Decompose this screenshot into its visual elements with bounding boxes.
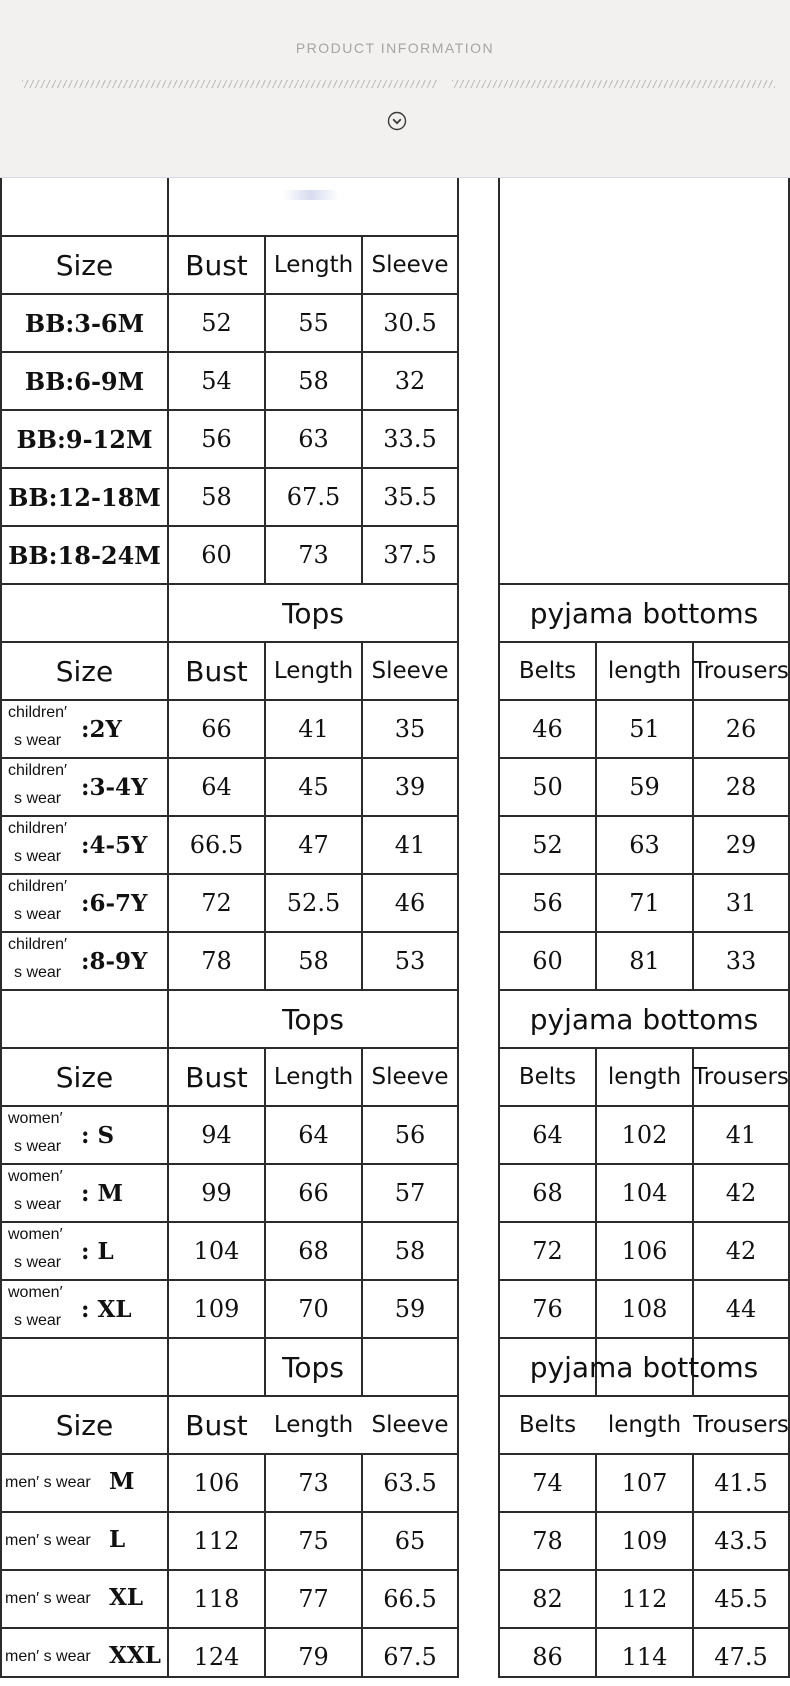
tops-title: Tops <box>282 1350 344 1384</box>
length-value: 70 <box>298 1295 329 1323</box>
trousers-value: 41 <box>725 1121 757 1149</box>
length-value: 58 <box>298 947 329 975</box>
sleeve-value: 58 <box>394 1237 426 1265</box>
size-label <box>1 932 168 990</box>
size-prefix: women′ <box>8 1226 63 1243</box>
sleeve-value: 59 <box>394 1295 426 1323</box>
size-prefix: s wear <box>14 790 62 807</box>
size-label <box>1 1512 168 1570</box>
size-prefix: children′ <box>8 762 68 779</box>
size-prefix: women′ <box>8 1284 63 1301</box>
size-prefix: children′ <box>8 820 68 837</box>
belts-value: 86 <box>532 1643 563 1671</box>
length-value: 64 <box>298 1121 329 1149</box>
belts-value: 78 <box>532 1527 563 1555</box>
divider-hatch-left <box>22 80 437 88</box>
trousers-value: 44 <box>725 1295 757 1323</box>
size-prefix: men′ s wear <box>5 1532 91 1549</box>
length-value: 68 <box>298 1237 329 1265</box>
trousers-value: 33 <box>725 947 757 975</box>
size-code: M <box>109 1468 135 1495</box>
sleeve-value: 41 <box>394 831 426 859</box>
sleeve-value: 65 <box>394 1527 426 1555</box>
size-prefix: men′ s wear <box>5 1648 91 1665</box>
size-code: : L <box>81 1238 114 1265</box>
bottom-length-value: 112 <box>621 1585 668 1613</box>
size-code: :3-4Y <box>81 774 148 801</box>
belts-value: 60 <box>532 947 563 975</box>
column-header: Length <box>273 1412 354 1438</box>
sleeve-value: 35 <box>394 715 426 743</box>
size-label: BB:12-18M <box>8 482 161 512</box>
column-header: Length <box>273 658 354 684</box>
product-info-header <box>0 0 790 178</box>
bust-value: 94 <box>201 1121 232 1149</box>
trousers-value: 31 <box>725 889 757 917</box>
column-header: Size <box>55 248 114 282</box>
size-prefix: women′ <box>8 1168 63 1185</box>
size-prefix: s wear <box>14 906 62 923</box>
size-label <box>1 874 168 932</box>
belts-value: 76 <box>532 1295 563 1323</box>
size-prefix: s wear <box>14 1254 62 1271</box>
sleeve-value: 46 <box>394 889 426 917</box>
trousers-value: 42 <box>725 1179 757 1207</box>
sleeve-value: 53 <box>394 947 426 975</box>
bottom-length-value: 114 <box>621 1643 668 1671</box>
belts-value: 52 <box>532 831 563 859</box>
bust-value: 72 <box>201 889 232 917</box>
length-value: 41 <box>298 715 329 743</box>
column-header: length <box>607 658 682 684</box>
size-chart <box>0 178 790 1678</box>
sleeve-value: 32 <box>394 367 426 395</box>
sleeve-value: 35.5 <box>383 483 437 511</box>
bottom-length-value: 107 <box>621 1469 668 1497</box>
size-prefix: women′ <box>8 1110 63 1127</box>
column-header: Bust <box>185 1408 248 1442</box>
bottoms-title: pyjama bottoms <box>529 1350 759 1384</box>
size-label <box>1 1222 168 1280</box>
bust-value: 118 <box>193 1585 240 1613</box>
bottom-length-value: 108 <box>621 1295 668 1323</box>
sleeve-value: 39 <box>394 773 426 801</box>
bust-value: 54 <box>201 367 232 395</box>
bottom-length-value: 59 <box>629 773 660 801</box>
size-code: L <box>109 1526 126 1553</box>
column-header: Length <box>273 252 354 278</box>
belts-value: 72 <box>532 1237 563 1265</box>
sleeve-value: 33.5 <box>383 425 437 453</box>
length-value: 63 <box>298 425 329 453</box>
column-header: Length <box>273 1064 354 1090</box>
bust-value: 124 <box>193 1643 240 1671</box>
length-value: 79 <box>298 1643 329 1671</box>
bottom-length-value: 102 <box>621 1121 668 1149</box>
column-header: length <box>607 1064 682 1090</box>
tops-title: Tops <box>282 596 344 630</box>
bottom-length-value: 51 <box>629 715 660 743</box>
length-value: 58 <box>298 367 329 395</box>
size-label <box>1 1106 168 1164</box>
size-prefix: s wear <box>14 1312 62 1329</box>
length-value: 73 <box>298 1469 329 1497</box>
column-header: Belts <box>518 1064 577 1090</box>
bust-value: 66.5 <box>189 831 244 859</box>
trousers-value: 45.5 <box>714 1585 768 1613</box>
size-code: : XL <box>81 1296 132 1323</box>
size-label <box>1 1628 168 1686</box>
trousers-value: 41.5 <box>714 1469 768 1497</box>
size-label <box>1 700 168 758</box>
column-header: Bust <box>185 654 248 688</box>
size-label: BB:18-24M <box>8 540 161 570</box>
bust-value: 56 <box>201 425 232 453</box>
length-value: 52.5 <box>286 889 341 917</box>
size-prefix: s wear <box>14 1138 62 1155</box>
size-label <box>1 1280 168 1338</box>
sleeve-value: 66.5 <box>383 1585 437 1613</box>
bust-value: 99 <box>201 1179 232 1207</box>
size-prefix: s wear <box>14 732 62 749</box>
bottom-length-value: 109 <box>621 1527 668 1555</box>
divider-hatch-right <box>452 80 775 88</box>
bust-value: 78 <box>201 947 232 975</box>
bottoms-title: pyjama bottoms <box>529 596 759 630</box>
size-label: BB:3-6M <box>24 308 145 338</box>
trousers-value: 29 <box>725 831 757 859</box>
chevron-down-icon[interactable] <box>387 111 407 131</box>
size-code: XL <box>109 1584 144 1611</box>
sleeve-value: 67.5 <box>383 1643 437 1671</box>
length-value: 75 <box>298 1527 329 1555</box>
column-header: Bust <box>185 248 248 282</box>
size-label <box>1 1570 168 1628</box>
bust-value: 106 <box>193 1469 240 1497</box>
size-prefix: children′ <box>8 704 68 721</box>
size-code: :4-5Y <box>81 832 148 859</box>
bust-value: 64 <box>201 773 232 801</box>
sleeve-value: 37.5 <box>383 541 437 569</box>
column-header: Belts <box>518 1412 577 1438</box>
column-header: Sleeve <box>371 658 449 684</box>
tops-title: Tops <box>282 1002 344 1036</box>
bottom-length-value: 71 <box>629 889 660 917</box>
section-title: PRODUCT INFORMATION <box>295 40 495 56</box>
column-header: Sleeve <box>371 252 449 278</box>
column-header: length <box>607 1412 682 1438</box>
sleeve-value: 63.5 <box>383 1469 437 1497</box>
sleeve-value: 56 <box>394 1121 426 1149</box>
column-header: Belts <box>518 658 577 684</box>
bust-value: 60 <box>201 541 232 569</box>
size-code: : M <box>81 1180 123 1207</box>
trousers-value: 42 <box>725 1237 757 1265</box>
trousers-value: 43.5 <box>714 1527 768 1555</box>
size-code: :8-9Y <box>81 948 148 975</box>
column-header: Sleeve <box>371 1412 449 1438</box>
column-header: Trousers <box>693 1064 789 1090</box>
size-code: :6-7Y <box>81 890 148 917</box>
column-header: Size <box>55 1060 114 1094</box>
size-label <box>1 816 168 874</box>
column-header: Size <box>55 1408 114 1442</box>
size-prefix: men′ s wear <box>5 1590 91 1607</box>
belts-value: 68 <box>532 1179 563 1207</box>
bust-value: 66 <box>201 715 232 743</box>
size-code: : S <box>81 1122 115 1149</box>
size-label: BB:9-12M <box>16 424 153 454</box>
bottoms-title: pyjama bottoms <box>529 1002 759 1036</box>
trousers-value: 47.5 <box>714 1643 768 1671</box>
image-smudge <box>283 190 339 200</box>
bottom-length-value: 81 <box>629 947 660 975</box>
bust-value: 58 <box>201 483 232 511</box>
bottom-length-value: 104 <box>621 1179 668 1207</box>
sleeve-value: 57 <box>394 1179 426 1207</box>
belts-value: 46 <box>532 715 563 743</box>
length-value: 67.5 <box>286 483 341 511</box>
size-code: XXL <box>109 1642 161 1669</box>
belts-value: 74 <box>532 1469 563 1497</box>
size-label: BB:6-9M <box>24 366 145 396</box>
length-value: 66 <box>298 1179 329 1207</box>
belts-value: 64 <box>532 1121 563 1149</box>
bust-value: 104 <box>193 1237 240 1265</box>
column-header: Bust <box>185 1060 248 1094</box>
column-header: Trousers <box>693 1412 789 1438</box>
size-prefix: s wear <box>14 964 62 981</box>
size-prefix: children′ <box>8 936 68 953</box>
column-header: Trousers <box>693 658 789 684</box>
size-prefix: s wear <box>14 1196 62 1213</box>
size-code: :2Y <box>81 716 122 743</box>
length-value: 77 <box>298 1585 329 1613</box>
length-value: 55 <box>298 309 329 337</box>
trousers-value: 26 <box>725 715 757 743</box>
bust-value: 109 <box>193 1295 240 1323</box>
column-header: Sleeve <box>371 1064 449 1090</box>
size-label <box>1 1164 168 1222</box>
size-prefix: children′ <box>8 878 68 895</box>
belts-value: 56 <box>532 889 563 917</box>
bust-value: 112 <box>193 1527 240 1555</box>
length-value: 73 <box>298 541 329 569</box>
belts-value: 82 <box>532 1585 563 1613</box>
length-value: 47 <box>298 831 329 859</box>
bottom-length-value: 106 <box>621 1237 668 1265</box>
size-prefix: men′ s wear <box>5 1474 91 1491</box>
bottom-length-value: 63 <box>629 831 660 859</box>
size-prefix: s wear <box>14 848 62 865</box>
belts-value: 50 <box>532 773 563 801</box>
column-header: Size <box>55 654 114 688</box>
sleeve-value: 30.5 <box>383 309 437 337</box>
length-value: 45 <box>298 773 329 801</box>
size-label <box>1 758 168 816</box>
bust-value: 52 <box>201 309 232 337</box>
trousers-value: 28 <box>725 773 757 801</box>
size-label <box>1 1454 168 1512</box>
